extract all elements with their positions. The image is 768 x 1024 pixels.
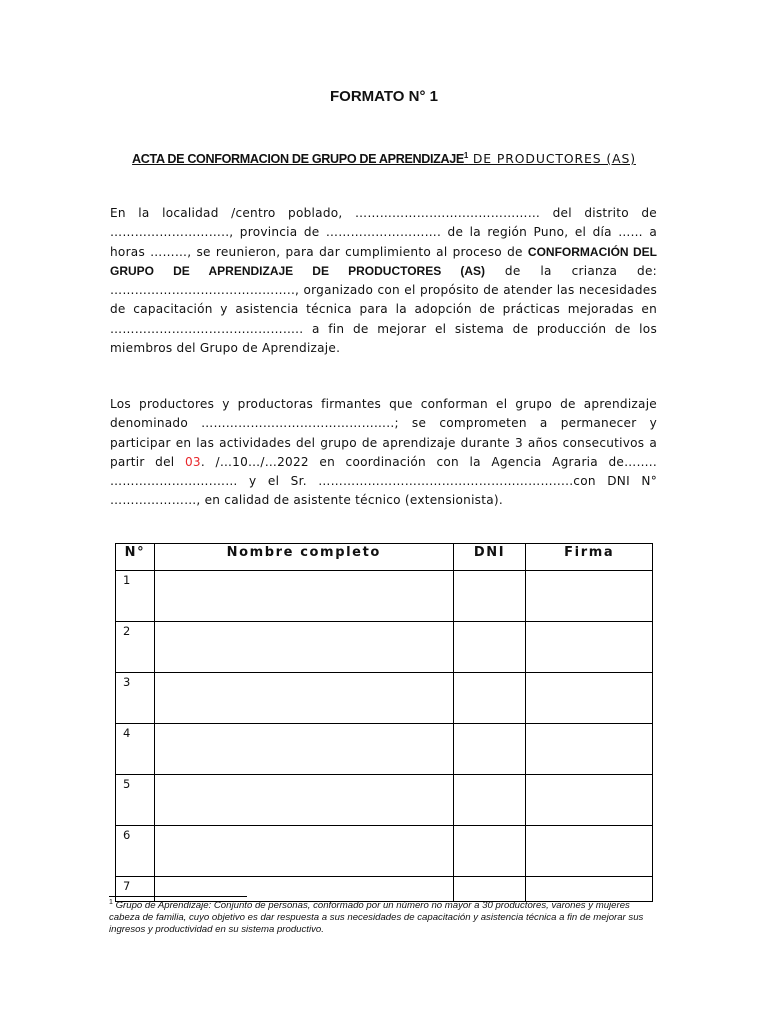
name-cell [154,724,453,775]
header-full-name: Nombre completo [154,544,453,571]
dni-cell [453,877,526,902]
p1-bold-phrase: CONFORMACIÓN DEL GRUPO DE APRENDIZAJE DE PRODUCTORES (AS) [110,244,657,278]
document-title: FORMATO N° 1 [330,88,438,105]
name-cell [154,571,453,622]
dni-cell [453,622,526,673]
dni-cell [453,724,526,775]
document-subtitle [0,151,768,166]
signature-cell [526,775,653,826]
footnote-mark: 1 [109,898,113,906]
row-number: 3 [116,673,155,724]
signature-cell [526,622,653,673]
table-row [116,571,653,622]
p2-text-start: Los productores y productoras firmantes que conforman el grupo de aprendizaje denominado ………………………………………..; se comprometen a permanecer y participar en las actividades del grupo de aprendizaje durante 3 años consecutivos a partir del [110,397,657,469]
name-cell [154,622,453,673]
header-number: N° [116,544,155,571]
p1-text-start: En la localidad /centro poblado, ………………….…..……………… del distrito de ……………………….., provincia de ………………………. de la región Puno, el día …… a horas ………, se reunieron, para dar cumplimiento al proceso de [110,206,657,259]
header-dni: DNI [453,544,526,571]
footnote-text: Grupo de Aprendizaje: Conjunto de personas, conformado por un número no mayor a 30 productores, varones y mujeres cabeza de familia, cuyo objetivo es dar respuesta a sus necesidades de capacitación y asistencia técnica a fin de mejorar sus ingresos y productividad en su sistema productivo. [109,900,644,935]
dni-cell [453,571,526,622]
paragraph-constitution [110,204,657,358]
row-number: 4 [116,724,155,775]
signature-cell [526,673,653,724]
dni-cell [453,775,526,826]
name-cell [154,826,453,877]
dni-cell [453,673,526,724]
row-number: 7 [116,877,155,902]
table-header-row [116,544,653,571]
signature-cell [526,826,653,877]
footnote-separator [109,896,247,897]
table-row [116,673,653,724]
table-row [116,724,653,775]
signature-cell [526,724,653,775]
row-number: 1 [116,571,155,622]
p1-text-end: de la crianza de: ………………....………………….., organizado con el propósito de atender las necesidades de capacitación y asistencia técnica para la adopción de prácticas mejoradas en ……………………………………….. a fin de mejorar el sistema de producción de los miembros del Grupo de Aprendizaje. [110,263,657,356]
paragraph-commitment [110,395,657,511]
footnote-reference: 1 [463,150,469,160]
row-number: 2 [116,622,155,673]
subtitle-tail: DE PRODUCTORES (AS) [468,151,636,166]
name-cell [154,775,453,826]
table-row [116,877,653,902]
table-row [116,826,653,877]
subtitle-main: ACTA DE CONFORMACION DE GRUPO DE APRENDIZAJE [132,152,464,166]
name-cell [154,877,453,902]
table-row [116,775,653,826]
header-signature: Firma [526,544,653,571]
p2-day-value: 03 [184,454,201,469]
table-row [116,622,653,673]
p2-text-end: . /…10…/…2022 en coordinación con la Agencia Agraria de…….. …………………….…… y el Sr. ………………………………………………….....con DNI N° …………………, en calidad de asistente técnico (extensionista). [110,454,657,508]
name-cell [154,673,453,724]
signature-cell [526,877,653,902]
footnote [109,900,659,936]
dni-cell [453,826,526,877]
row-number: 5 [116,775,155,826]
members-table [115,543,653,902]
row-number: 6 [116,826,155,877]
signature-cell [526,571,653,622]
